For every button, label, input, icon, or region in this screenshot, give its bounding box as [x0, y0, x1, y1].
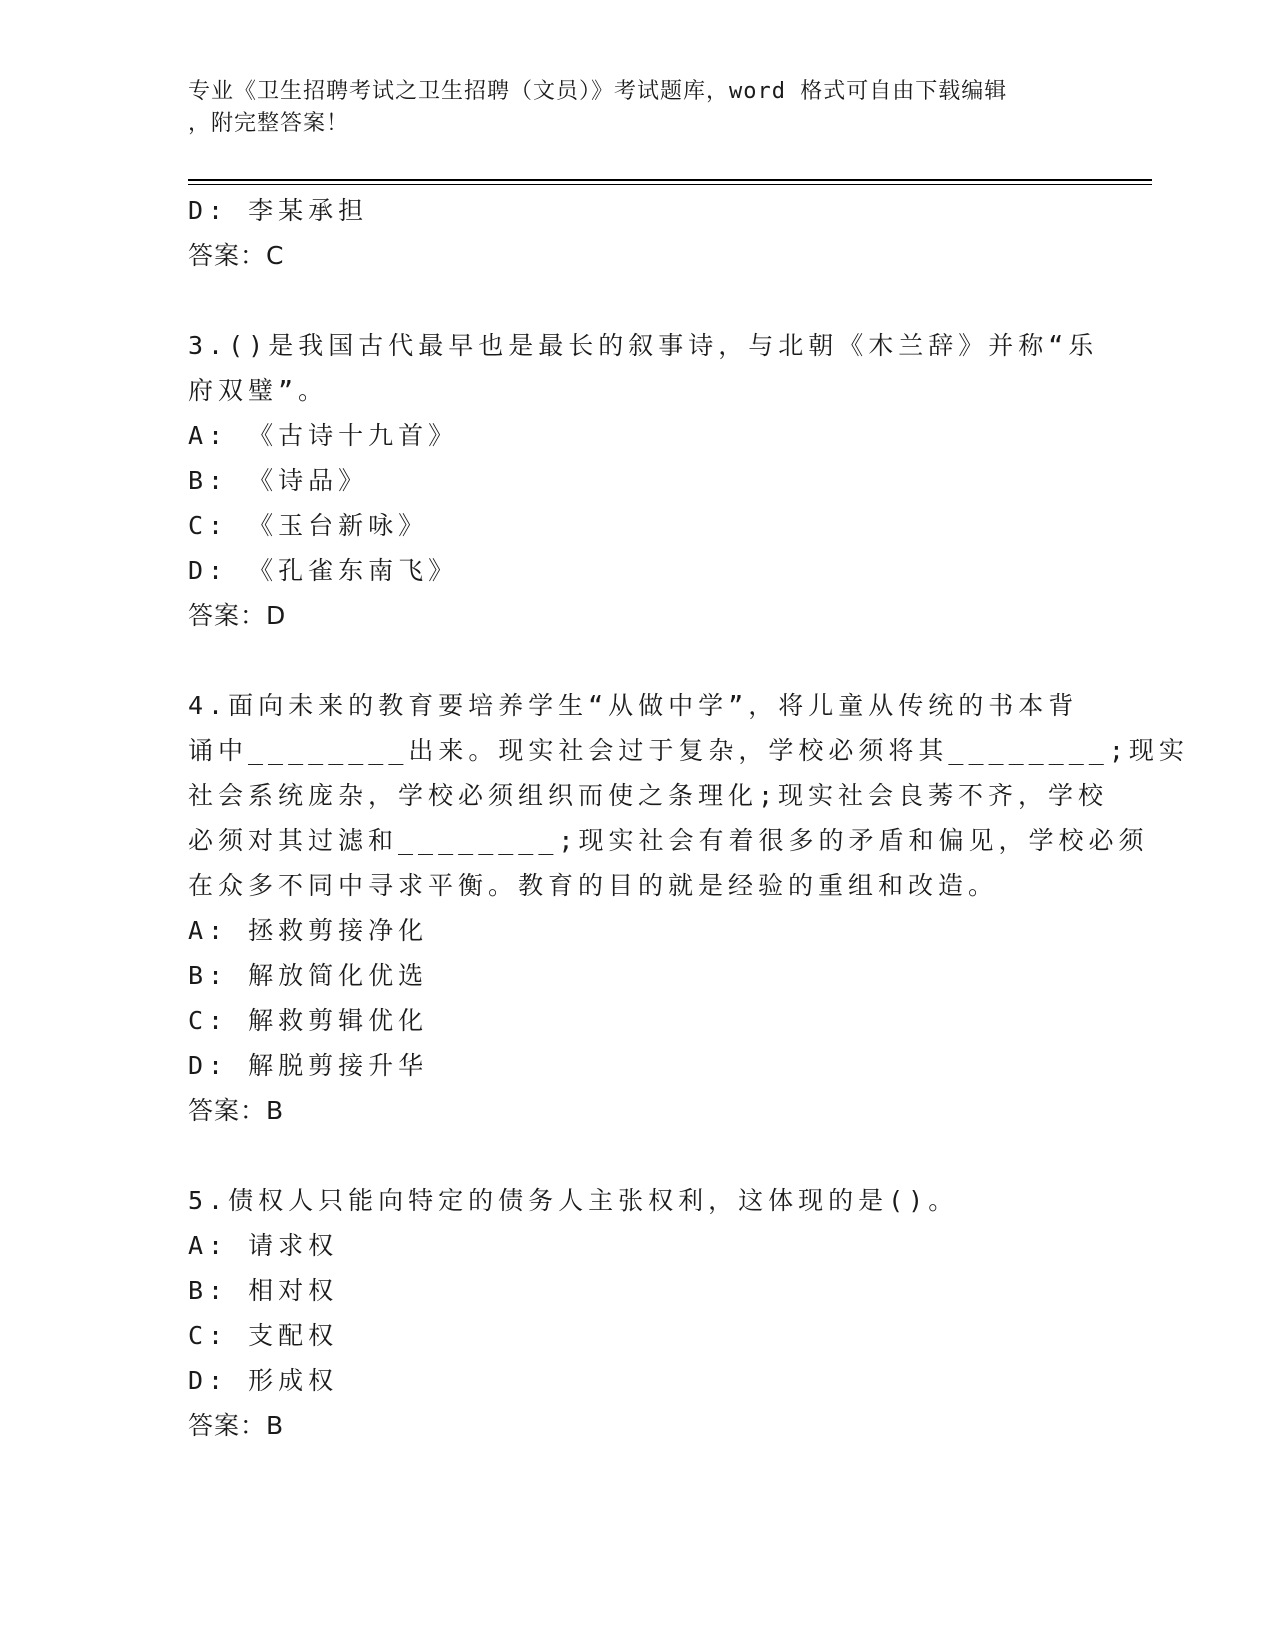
header-line-2: ，附完整答案！ — [188, 111, 350, 136]
question-3-option-d: D: 《孔雀东南飞》 — [188, 556, 459, 585]
question-4-option-d: D: 解脱剪接升华 — [188, 1051, 429, 1080]
page-header — [188, 76, 1088, 140]
spacer — [188, 278, 1088, 323]
question-4-stem-line-4: 必须对其过滤和________;现实社会有着很多的矛盾和偏见，学校必须 — [188, 826, 1149, 855]
question-4-option-a: A: 拯救剪接净化 — [188, 916, 429, 945]
question-3-option-a: A: 《古诗十九首》 — [188, 421, 459, 450]
question-5-option-b: B: 相对权 — [188, 1276, 339, 1305]
spacer — [188, 638, 1088, 683]
question-3-stem-line-1: 3.()是我国古代最早也是最长的叙事诗，与北朝《木兰辞》并称“乐 — [188, 331, 1099, 360]
header-line-1: 专业《卫生招聘考试之卫生招聘（文员）》考试题库，word 格式可自由下载编辑 — [188, 79, 1008, 104]
question-3-answer: 答案：D — [188, 601, 287, 630]
header-rule-thin — [188, 184, 1152, 185]
question-5-option-a: A: 请求权 — [188, 1231, 339, 1260]
question-content — [188, 188, 1189, 1448]
header-rule-thick — [188, 179, 1152, 181]
question-4-option-b: B: 解放简化优选 — [188, 961, 429, 990]
question-4 — [188, 683, 1189, 1133]
prev-answer: 答案：C — [188, 241, 285, 270]
spacer — [188, 1133, 1088, 1178]
question-5-answer: 答案：B — [188, 1411, 285, 1440]
question-4-stem-line-3: 社会系统庞杂，学校必须组织而使之条理化;现实社会良莠不齐，学校 — [188, 781, 1109, 810]
question-5-stem: 5.债权人只能向特定的债务人主张权利，这体现的是()。 — [188, 1186, 959, 1215]
question-5-option-d: D: 形成权 — [188, 1366, 339, 1395]
question-3-stem-line-2: 府双璧”。 — [188, 376, 329, 405]
question-3 — [188, 323, 1099, 638]
question-4-option-c: C: 解救剪辑优化 — [188, 1006, 429, 1035]
question-4-stem-line-2: 诵中________出来。现实社会过于复杂，学校必须将其________;现实 — [188, 736, 1189, 765]
question-5-option-c: C: 支配权 — [188, 1321, 339, 1350]
question-4-answer: 答案：B — [188, 1096, 285, 1125]
prev-option-d: D: 李某承担 — [188, 196, 369, 225]
question-5 — [188, 1178, 1088, 1448]
question-3-option-b: B: 《诗品》 — [188, 466, 369, 495]
question-3-option-c: C: 《玉台新咏》 — [188, 511, 429, 540]
question-4-stem-line-1: 4.面向未来的教育要培养学生“从做中学”，将儿童从传统的书本背 — [188, 691, 1079, 720]
question-4-stem-line-5: 在众多不同中寻求平衡。教育的目的就是经验的重组和改造。 — [188, 871, 999, 900]
